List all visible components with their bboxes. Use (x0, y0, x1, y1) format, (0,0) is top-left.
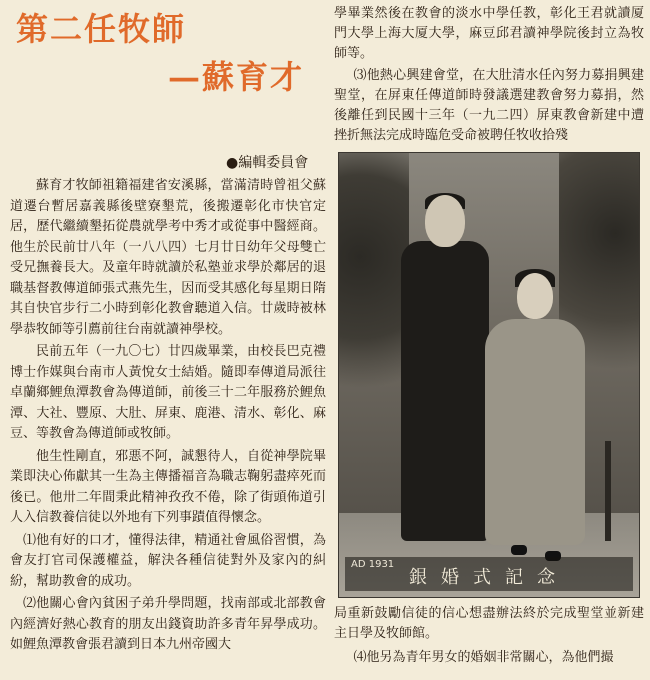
paragraph-bio: 蘇育才牧師祖籍福建省安溪縣，當滿清時曾祖父蘇道遷台暫居嘉義縣後壁寮墾荒，後搬遷彰化市快官定居，歷代繼續墾拓從農就學考中秀才或從事中醫經商。他生於民前廿八年（一八八四）七月廿日幼年父母雙亡受兄撫養長大。及童年時就讀於私塾並求學於鄰居的退職基督教傳道師張式燕先生，因而受其感化每星期日隋其自快官步行二小時到彰化教會聽道入信。廿歲時被林學恭牧師等引薦前往台南就讀神學校。 (10, 178, 326, 337)
article-subtitle: —蘇育才 (168, 58, 305, 96)
left-column (10, 176, 326, 658)
list-item-1: ⑴他有好的口才，懂得法律，精通社會風俗習慣，為會友打官司保護權益，解決各種信徒對外及家內的糾紛，幫助教會的成功。 (10, 532, 326, 589)
seated-woman (485, 319, 585, 545)
article-title: 第二任牧師 (16, 10, 187, 48)
shoe-left (511, 545, 527, 555)
list-item-4: ⑷他另為青年男女的婚姻非常關心，為他們撮 (353, 650, 614, 665)
photo-caption: 銀婚式記念 (409, 567, 569, 588)
woman-face (517, 273, 553, 319)
list-item-2: ⑵他關心會內貧困子弟升學問題，找南部或北部教會內經濟好熱心教育的朋友出錢資助許多青年昇學成功。如鯉魚潭教會張君讀到日本九州帝國大 (10, 596, 326, 652)
list-item-3: ⑶他熱心興建會堂，在大肚清水任內努力募捐興建聖堂，在屏東任傳道師時發議選建教會努力募捐，然後離任到民國十三年（一九二四）屏東教會新建中遭挫折無法完成時臨危受命被聘任牧收拾殘 (334, 68, 644, 143)
continued-text: 學畢業然後在教會的淡水中學任教，彰化王君就讀厦門大學上海大厦大學，麻豆邱君讀神學院後封立為牧師等。 (334, 6, 644, 61)
right-column-bottom (334, 604, 644, 668)
paragraph-marriage: 民前五年（一九〇七）廿四歲畢業，由校長巴克禮博士作媒與台南市人黃悅女士結婚。隨即奉傳道局派往卓蘭鄉鯉魚潭教會為傳道師，前後三十二年服務於鯉魚潭、大社、豐原、大肚、屏東、鹿港、清水、彰化、麻豆、等教會為傳道師或牧師。 (10, 344, 326, 441)
photo-tree-left (339, 153, 409, 413)
man-face (425, 195, 465, 247)
wedding-photo (338, 152, 640, 598)
continued-text-2: 局重新鼓勵信徒的信心想盡辦法終於完成聖堂並新建主日學及牧師館。 (334, 606, 644, 641)
right-column-top (334, 4, 644, 146)
byline: ●編輯委員會 (226, 155, 309, 171)
photo-caption-year: AD 1931 (351, 559, 395, 570)
standing-man (401, 241, 489, 541)
paragraph-character: 他生性剛直，邪悪不阿，誠懇待人，自從神學院畢業即決心佈獻其一生為主傳播福音為職志鞠躬盡瘁死而後已。他卅二年間秉此精神孜孜不倦，除了街頭佈道引人入信教養信徒以外地有下列事蹟值得懷念。 (10, 448, 326, 525)
